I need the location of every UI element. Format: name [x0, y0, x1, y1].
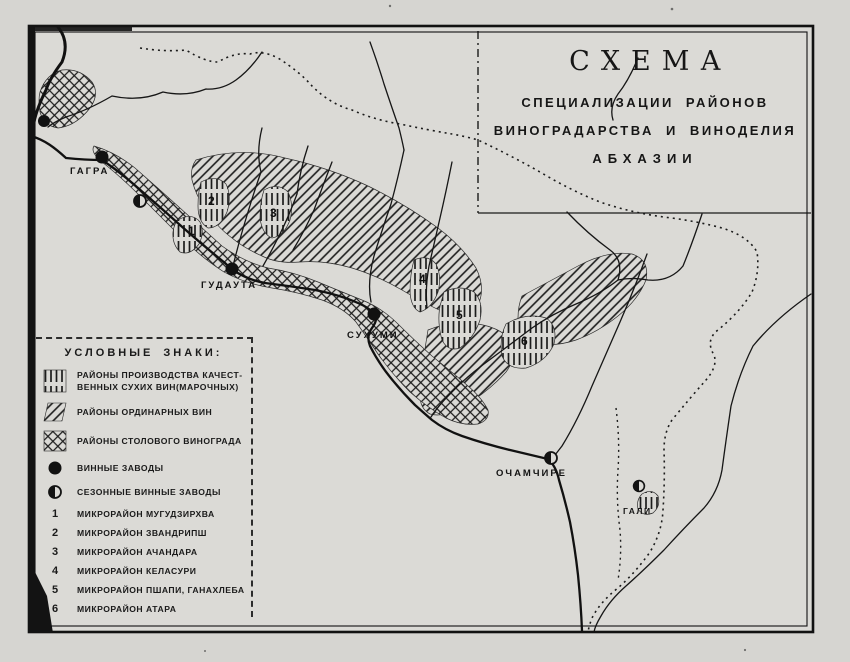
city-label-ochamchire: ОЧАМЧИРЕ [496, 468, 568, 479]
legend-microdistrict-3 [42, 546, 245, 558]
gagra-winery-dot [96, 151, 109, 164]
legend-item-label: РАЙОНЫ ПРОИЗВОДСТВА КАЧЕСТ-ВЕННЫХ СУХИХ ВИН(МАРОЧНЫХ) [77, 370, 243, 393]
map-district-number-6: 6 [521, 334, 528, 348]
cross-hatch-swatch-icon [42, 430, 68, 452]
map-title: СХЕМА [569, 46, 732, 77]
map-title-block [482, 46, 808, 179]
microdistrict-label: МИКРОРАЙОН АТАРА [77, 603, 177, 614]
frame-left-shadow-bar [28, 25, 35, 633]
city-label-gali: ГАЛИ [623, 506, 652, 516]
ochamchire-seasonal-winery-dot [545, 452, 557, 464]
sukhumi-winery-dot [368, 308, 381, 321]
legend-item-wineries [42, 460, 245, 476]
microdistrict-label: МИКРОРАЙОН ЗВАНДРИПШ [77, 527, 207, 538]
map-district-number-2: 2 [208, 194, 215, 208]
microdistrict-number: 2 [51, 527, 59, 540]
vertical-hatch-swatch-icon [42, 369, 68, 393]
microdistrict-number: 5 [51, 583, 59, 596]
map-district-number-3: 3 [270, 206, 277, 220]
bzyb-mouth-winery-dot [38, 115, 50, 127]
legend-item-label: ВИННЫЕ ЗАВОДЫ [77, 462, 164, 473]
microdistrict-number: 3 [51, 546, 59, 559]
microdistrict-label: МИКРОРАЙОН КЕЛАСУРИ [77, 565, 197, 576]
city-label-gagra: ГАГРА [70, 166, 110, 177]
microdistrict-number: 4 [51, 564, 59, 577]
legend-microdistrict-1 [42, 508, 245, 520]
legend-microdistrict-6 [42, 603, 245, 615]
gali-seasonal-winery-dot [634, 481, 645, 492]
legend-item-table-grapes [42, 430, 245, 452]
microdistrict-number: 1 [51, 508, 59, 521]
legend-item-label: РАЙОНЫ ОРДИНАРНЫХ ВИН [77, 406, 213, 417]
legend-item-quality-wines [42, 369, 245, 394]
diagonal-hatch-swatch-icon [42, 402, 68, 422]
microdistrict-number: 6 [51, 602, 59, 615]
legend-microdistrict-2 [42, 527, 245, 539]
legend-item-label: СЕЗОННЫЕ ВИННЫЕ ЗАВОДЫ [77, 486, 221, 497]
frame-top-smudge [30, 25, 132, 31]
map-district-number-5: 5 [456, 308, 463, 322]
map-subtitle-line-2: ВИНОГРАДАРСТВА И ВИНОДЕЛИЯ [493, 123, 797, 138]
winery-dot-icon [42, 460, 68, 476]
microdistrict-label: МИКРОРАЙОН МУГУДЗИРХВА [77, 508, 215, 519]
legend-box [36, 337, 253, 617]
legend-item-seasonal-wineries [42, 484, 245, 500]
legend-microdistrict-4 [42, 565, 245, 577]
map-district-number-1: 1 [188, 224, 195, 238]
legend-header: УСЛОВНЫЕ ЗНАКИ: [64, 347, 223, 359]
map-subtitle-line-1: СПЕЦИАЛИЗАЦИИ РАЙОНОВ [521, 95, 769, 110]
city-label-sukhumi: СУХУМИ [347, 330, 399, 341]
microdistrict-label: МИКРОРАЙОН ПШАПИ, ГАНАХЛЕБА [77, 584, 245, 595]
gudauta-winery-dot [226, 263, 239, 276]
legend-item-ordinary-wines [42, 402, 245, 422]
legend-item-label: РАЙОНЫ СТОЛОВОГО ВИНОГРАДА [77, 435, 242, 446]
gagra-district-seasonal-winery-dot [134, 195, 146, 207]
map-subtitle-line-3: АБХАЗИИ [592, 151, 698, 166]
seasonal-winery-dot-icon [42, 484, 68, 500]
city-label-gudauta: ГУДАУТА [201, 280, 258, 291]
legend-microdistrict-5 [42, 584, 245, 596]
map-district-number-4: 4 [419, 272, 426, 286]
microdistrict-label: МИКРОРАЙОН АЧАНДАРА [77, 546, 198, 557]
